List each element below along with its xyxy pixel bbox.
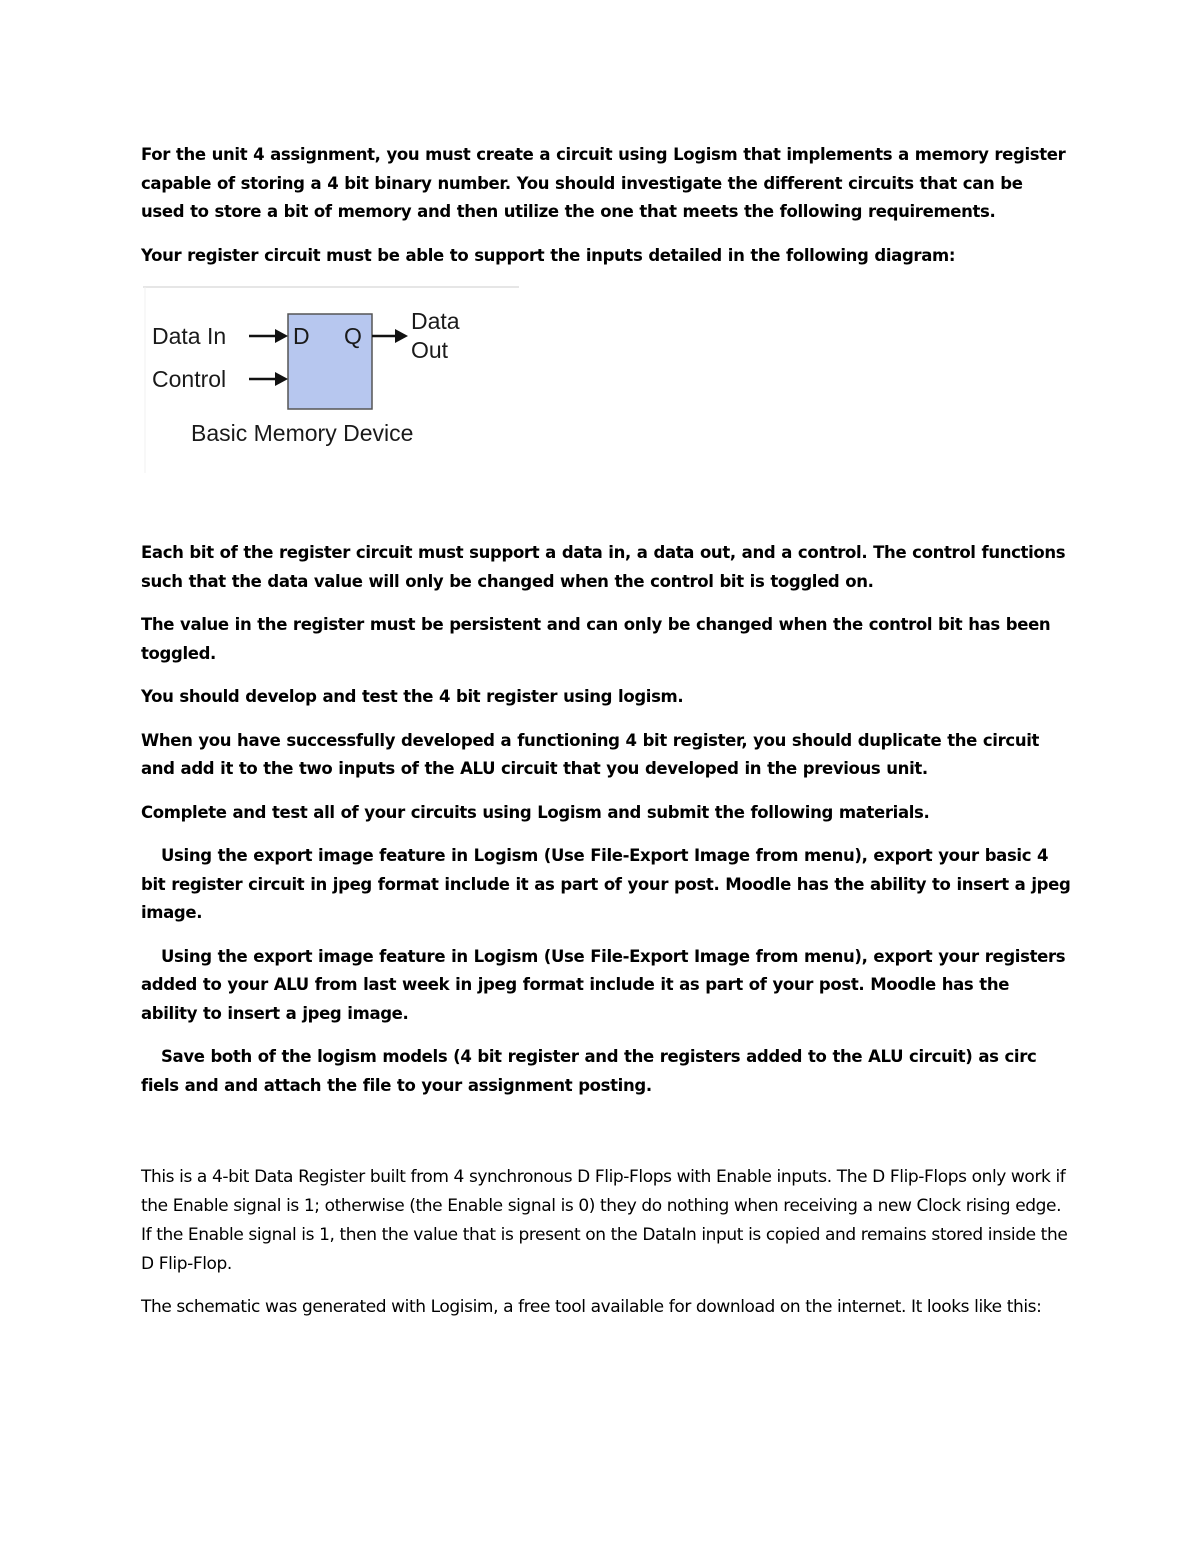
submission-item xyxy=(141,1043,1071,1100)
requirement-paragraph: Each bit of the register circuit must support a data in, a data out, and a control. The control functions such that the data value will only be changed when the control bit is toggled on. xyxy=(141,543,1066,591)
intro-paragraph: For the unit 4 assignment, you must create a circuit using Logism that implements a memory register capable of storing a 4 bit binary number. You should investigate the different circuits that can be used to store a bit of memory and then utilize the one that meets the following requirements. xyxy=(141,145,1066,221)
submission-item xyxy=(141,943,1071,1029)
control-arrow-icon xyxy=(275,372,288,386)
data-out-arrow-icon xyxy=(395,329,408,343)
basic-memory-device-diagram xyxy=(143,285,521,475)
submission-item-text: Save both of the logism models (4 bit register and the registers added to the ALU circuit) as circ fiels and and attach the file to your assignment posting. xyxy=(141,1047,1037,1095)
data-in-label: Data In xyxy=(152,323,227,349)
submission-item-text: Using the export image feature in Logism (Use File-Export Image from menu), export your basic 4 bit register circuit in jpeg format include it as part of your post. Moodle has the ability to insert a jpeg image. xyxy=(141,846,1071,922)
diagram-svg xyxy=(143,285,521,475)
requirement-paragraph: When you have successfully developed a functioning 4 bit register, you should duplicate the circuit and add it to the two inputs of the ALU circuit that you developed in the previous unit. xyxy=(141,730,1040,778)
data-in-arrow-icon xyxy=(275,329,288,343)
requirement-paragraph: Complete and test all of your circuits using Logism and submit the following materials. xyxy=(141,802,930,822)
pin-q-label: Q xyxy=(344,323,362,349)
control-label: Control xyxy=(152,366,227,392)
data-out-label-line2: Out xyxy=(411,337,449,363)
data-out-label-line1: Data xyxy=(411,308,460,334)
pin-d-label: D xyxy=(293,323,310,349)
submission-item xyxy=(141,842,1071,928)
submission-item-text: Using the export image feature in Logism (Use File-Export Image from menu), export your registers added to your ALU from last week in jpeg format include it as part of your post. Moodle has the ability to insert a jpeg image. xyxy=(141,946,1066,1023)
diagram-lead-in: Your register circuit must be able to support the inputs detailed in the following diagram: xyxy=(141,245,956,265)
requirement-paragraph: The value in the register must be persistent and can only be changed when the control bit has been toggled. xyxy=(141,615,1051,663)
answer-section xyxy=(141,1163,1071,1322)
requirements-section xyxy=(141,539,1071,1100)
answer-paragraph: The schematic was generated with Logisim, a free tool available for download on the internet. It looks like this: xyxy=(141,1297,1042,1317)
requirement-paragraph: You should develop and test the 4 bit register using logism. xyxy=(141,687,684,706)
diagram-caption: Basic Memory Device xyxy=(191,420,414,446)
intro-section xyxy=(141,141,1071,270)
answer-paragraph: This is a 4-bit Data Register built from 4 synchronous D Flip-Flops with Enable inputs. The D Flip-Flops only work if the Enable signal is 1; otherwise (the Enable signal is 0) they do nothing when receiving a new Clock rising edge. If the Enable signal is 1, then the value that is present on the DataIn input is copied and remains stored inside the D Flip-Flop. xyxy=(141,1167,1068,1274)
